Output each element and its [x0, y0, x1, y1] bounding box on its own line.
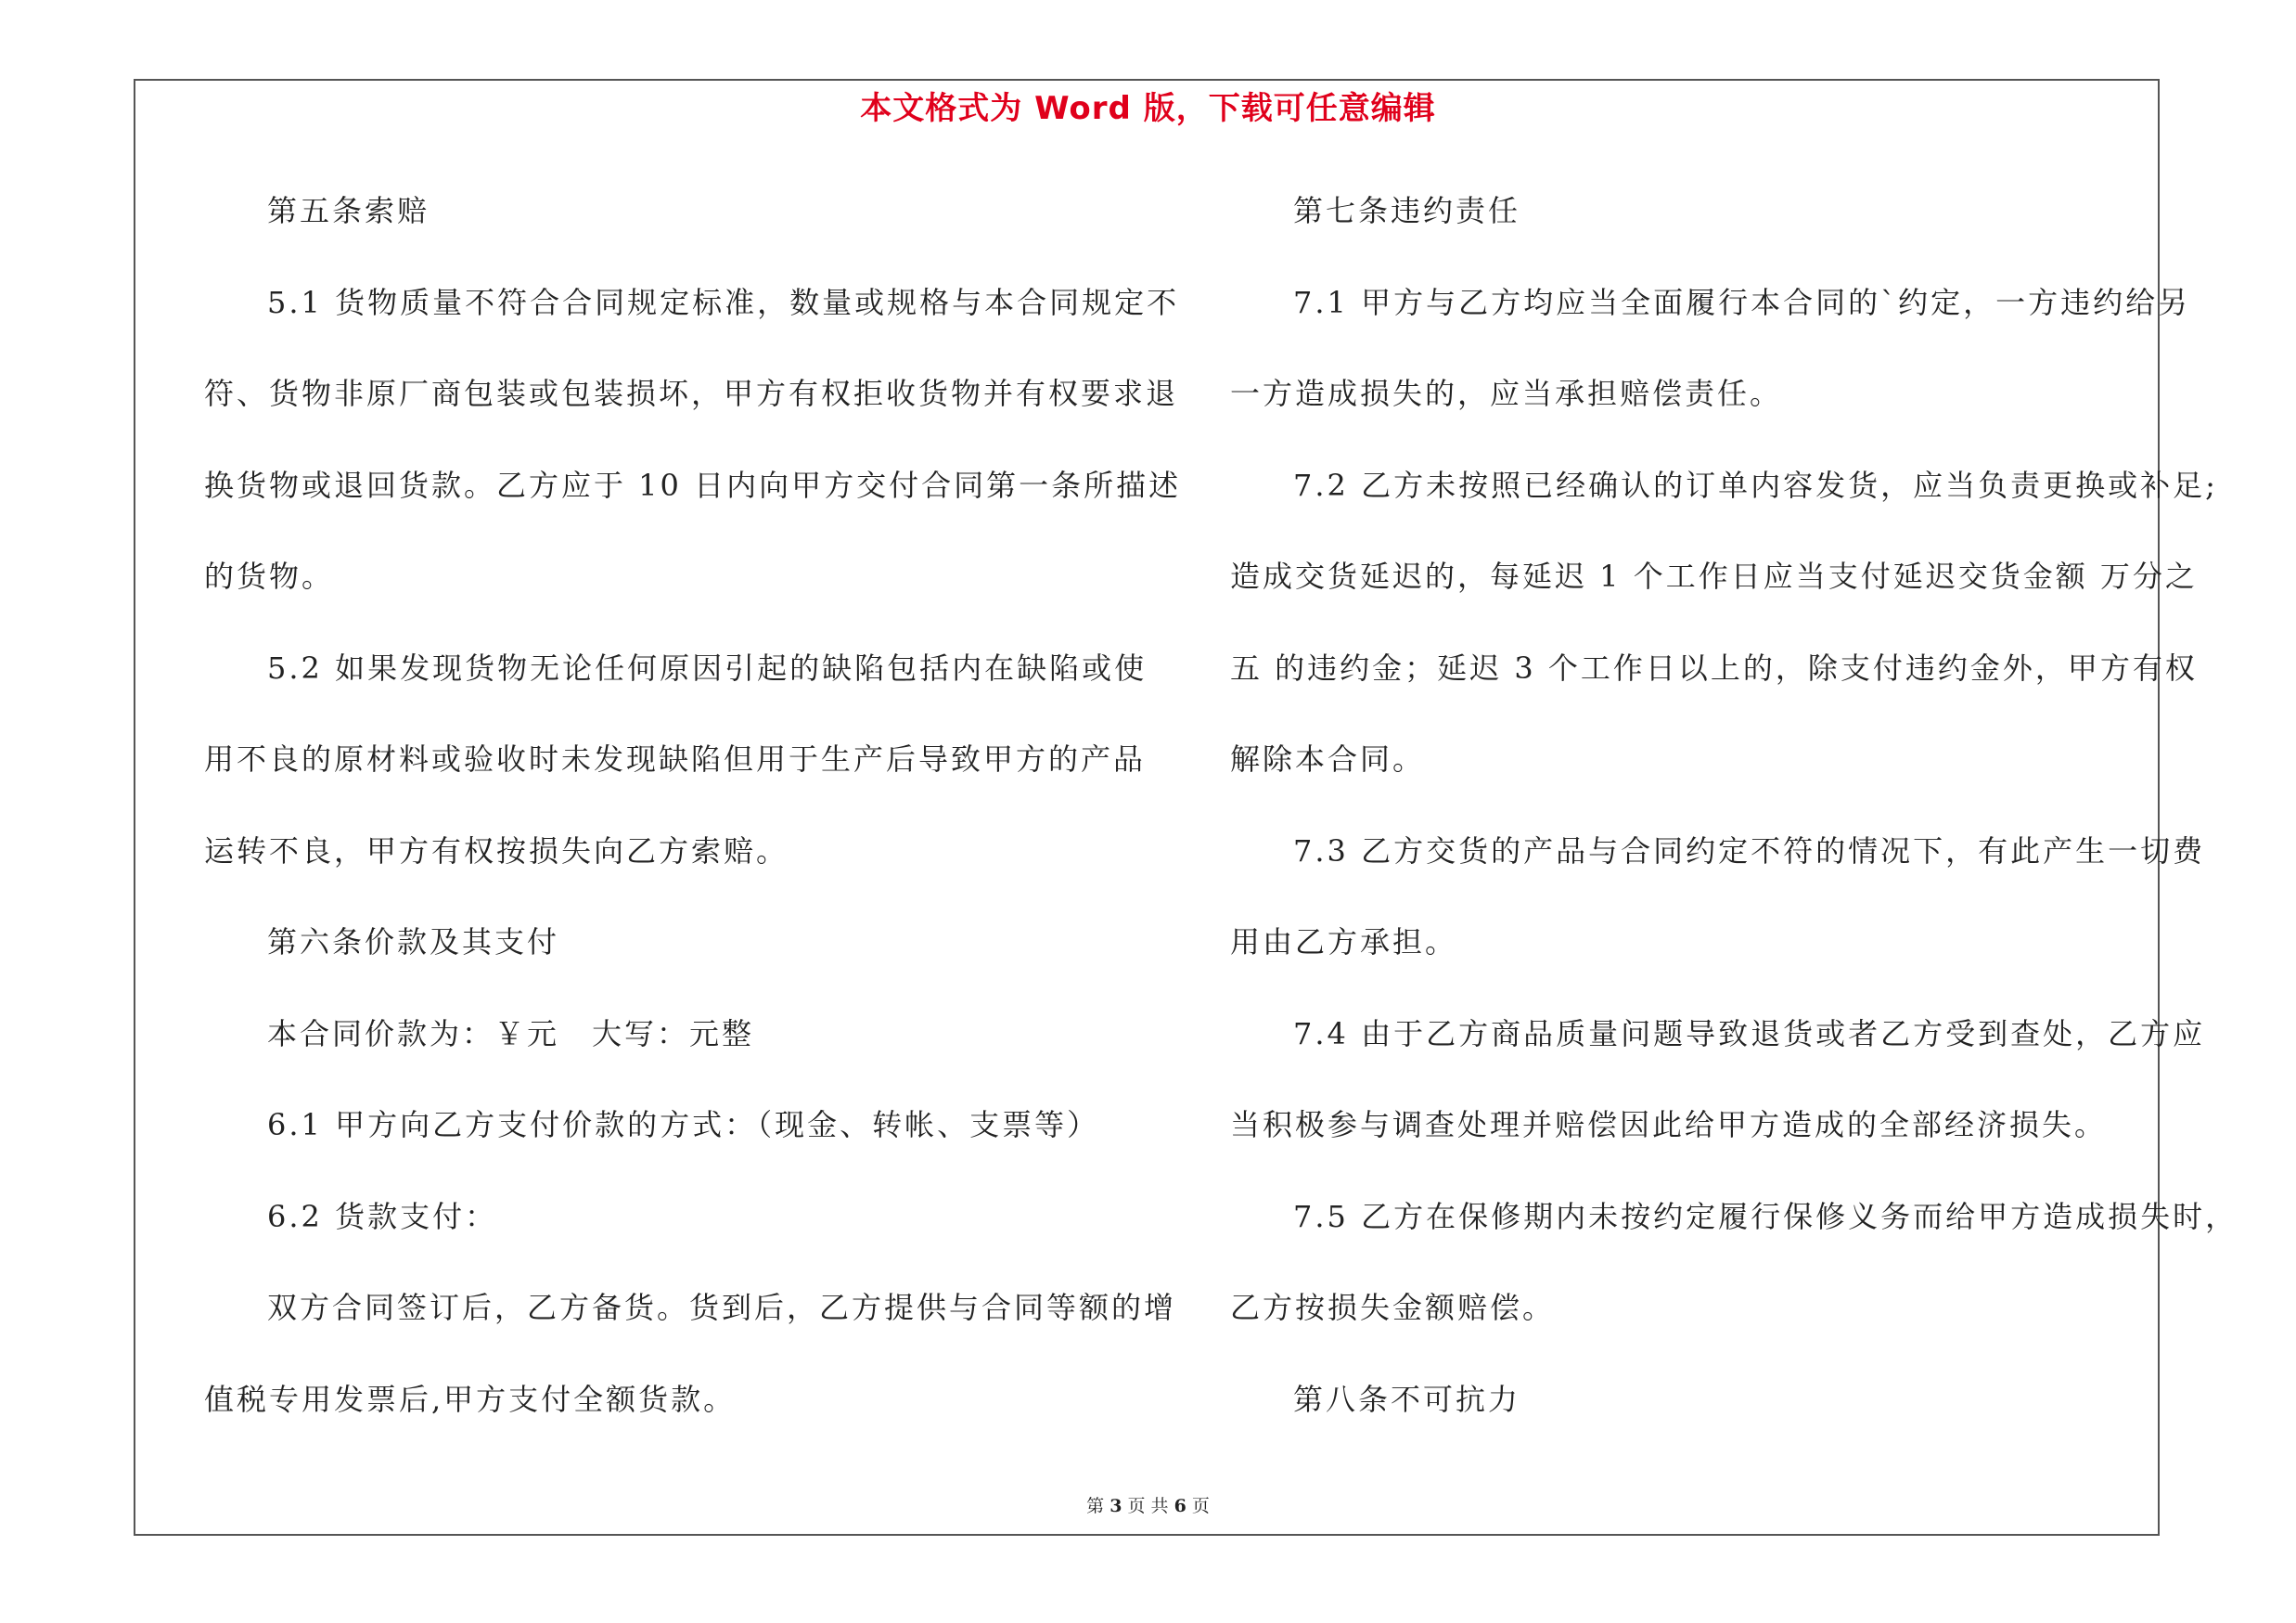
right-column [1230, 184, 2238, 1463]
left-column [204, 184, 1182, 1463]
right-column-line-6: 五 的违约金；延迟 3 个工作日以上的，除支付违约金外，甲方有权 [1230, 650, 2198, 686]
left-column-line-8: 运转不良，甲方有权按损失向乙方索赔。 [204, 832, 789, 869]
left-column-line-7: 用不良的原材料或验收时未发现缺陷但用于生产后导致甲方的产品 [204, 741, 1147, 777]
left-column-line-12: 6.2 货款支付： [267, 1198, 498, 1234]
left-column-line-14: 值税专用发票后,甲方支付全额货款。 [204, 1381, 737, 1417]
right-column-line-3: 一方造成损失的，应当承担赔偿责任。 [1230, 376, 1783, 411]
footer-current-page: 3 [1110, 1496, 1122, 1516]
right-column-line-1: 第七条违约责任 [1293, 193, 1521, 228]
right-column-line-10: 7.4 由于乙方商品质量问题导致退货或者乙方受到查处，乙方应 [1293, 1015, 2206, 1051]
right-column-line-13: 乙方按损失金额赔偿。 [1230, 1290, 1556, 1325]
left-column-line-1: 第五条索赔 [267, 193, 430, 228]
footer-suffix: 页 [1191, 1496, 1210, 1516]
right-column-line-7: 解除本合同。 [1230, 741, 1426, 777]
edit-notice-banner: 本文格式为 Word 版，下载可任意编辑 [860, 90, 1436, 127]
left-column-line-2: 5.1 货物质量不符合合同规定标准，数量或规格与本合同规定不 [267, 284, 1180, 320]
left-column-line-5: 的货物。 [204, 559, 335, 594]
footer-middle: 页 共 [1127, 1496, 1169, 1516]
right-column-line-9: 用由乙方承担。 [1230, 924, 1458, 960]
right-column-line-4: 7.2 乙方未按照已经确认的订单内容发货，应当负责更换或补足; [1293, 467, 2218, 503]
left-column-line-13: 双方合同签订后，乙方备货。货到后，乙方提供与合同等额的增 [267, 1290, 1177, 1325]
footer-total-pages: 6 [1174, 1496, 1186, 1516]
left-column-line-4: 换货物或退回货款。乙方应于 10 日内向甲方交付合同第一条所描述 [204, 467, 1182, 503]
page-footer [0, 1492, 2296, 1517]
left-column-line-9: 第六条价款及其支付 [267, 924, 560, 960]
left-column-line-3: 符、货物非原厂商包装或包装损坏，甲方有权拒收货物并有权要求退 [204, 376, 1179, 411]
left-column-line-6: 5.2 如果发现货物无论任何原因引起的缺陷包括内在缺陷或使 [267, 650, 1148, 686]
footer-prefix: 第 [1086, 1496, 1105, 1516]
left-column-line-10: 本合同价款为：￥元 大写：元整 [267, 1015, 755, 1051]
right-column-line-12: 7.5 乙方在保修期内未按约定履行保修义务而给甲方造成损失时， [1293, 1198, 2238, 1234]
right-column-line-11: 当积极参与调查处理并赔偿因此给甲方造成的全部经济损失。 [1230, 1107, 2108, 1142]
right-column-line-14: 第八条不可抗力 [1293, 1381, 1521, 1417]
right-column-line-8: 7.3 乙方交货的产品与合同约定不符的情况下，有此产生一切费 [1293, 832, 2206, 869]
right-column-line-5: 造成交货延迟的，每延迟 1 个工作日应当支付延迟交货金额 万分之 [1230, 559, 2198, 594]
left-column-line-11: 6.1 甲方向乙方支付价款的方式：（现金、转帐、支票等） [267, 1107, 1100, 1142]
right-column-line-2: 7.1 甲方与乙方均应当全面履行本合同的`约定，一方违约给另 [1293, 284, 2191, 320]
